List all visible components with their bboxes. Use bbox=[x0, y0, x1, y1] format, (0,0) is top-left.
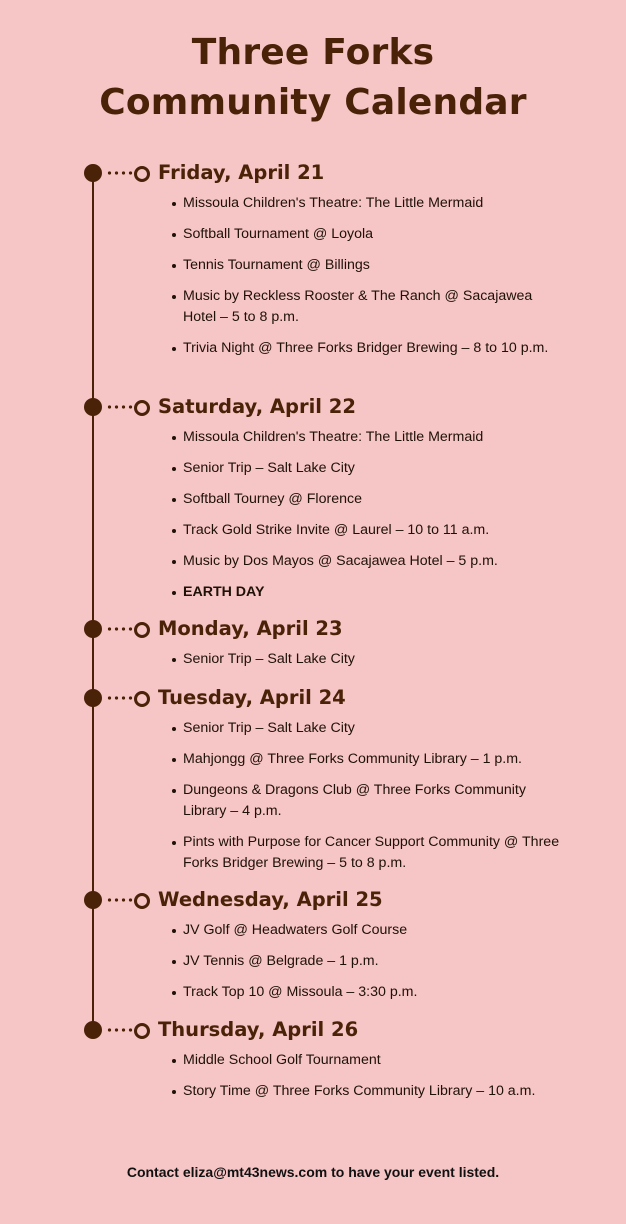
day-heading: Tuesday, April 24 bbox=[158, 686, 346, 709]
event-item: Dungeons & Dragons Club @ Three Forks Community Library – 4 p.m. bbox=[183, 780, 568, 822]
title-line-1: Three Forks bbox=[191, 32, 435, 73]
page-title bbox=[0, 28, 626, 128]
day-heading: Wednesday, April 25 bbox=[158, 888, 383, 911]
event-list bbox=[183, 649, 568, 680]
day-heading: Saturday, April 22 bbox=[158, 395, 356, 418]
event-list bbox=[183, 427, 568, 613]
day-heading: Monday, April 23 bbox=[158, 617, 343, 640]
event-item: Senior Trip – Salt Lake City bbox=[183, 458, 568, 479]
timeline-dot-icon bbox=[84, 891, 102, 909]
day-heading: Friday, April 21 bbox=[158, 161, 325, 184]
dotted-connector-icon bbox=[106, 627, 134, 631]
event-list bbox=[183, 193, 568, 369]
event-item: Track Top 10 @ Missoula – 3:30 p.m. bbox=[183, 982, 568, 1003]
timeline-dot-icon bbox=[84, 398, 102, 416]
event-item: Trivia Night @ Three Forks Bridger Brewing – 8 to 10 p.m. bbox=[183, 338, 568, 359]
event-item: Senior Trip – Salt Lake City bbox=[183, 649, 568, 670]
event-item: Missoula Children's Theatre: The Little Mermaid bbox=[183, 193, 568, 214]
dotted-connector-icon bbox=[106, 171, 134, 175]
timeline-dot-icon bbox=[84, 620, 102, 638]
title-line-2: Community Calendar bbox=[99, 82, 527, 123]
event-item: Middle School Golf Tournament bbox=[183, 1050, 568, 1071]
dotted-connector-icon bbox=[106, 1028, 134, 1032]
event-list bbox=[183, 1050, 568, 1112]
event-item: Softball Tournament @ Loyola bbox=[183, 224, 568, 245]
event-item-earth-day: EARTH DAY bbox=[183, 582, 568, 603]
event-item: Pints with Purpose for Cancer Support Community @ Three Forks Bridger Brewing – 5 to 8 p.m. bbox=[183, 832, 568, 874]
event-item: JV Golf @ Headwaters Golf Course bbox=[183, 920, 568, 941]
ring-marker-icon bbox=[134, 893, 150, 909]
dotted-connector-icon bbox=[106, 405, 134, 409]
day-heading: Thursday, April 26 bbox=[158, 1018, 359, 1041]
timeline-dot-icon bbox=[84, 1021, 102, 1039]
ring-marker-icon bbox=[134, 400, 150, 416]
ring-marker-icon bbox=[134, 1023, 150, 1039]
ring-marker-icon bbox=[134, 622, 150, 638]
footer-contact-note: Contact eliza@mt43news.com to have your event listed. bbox=[126, 1164, 500, 1180]
event-item: Story Time @ Three Forks Community Library – 10 a.m. bbox=[183, 1081, 568, 1102]
ring-marker-icon bbox=[134, 691, 150, 707]
event-item: JV Tennis @ Belgrade – 1 p.m. bbox=[183, 951, 568, 972]
event-item: Missoula Children's Theatre: The Little Mermaid bbox=[183, 427, 568, 448]
event-item: Softball Tourney @ Florence bbox=[183, 489, 568, 510]
dotted-connector-icon bbox=[106, 696, 134, 700]
timeline-dot-icon bbox=[84, 689, 102, 707]
ring-marker-icon bbox=[134, 166, 150, 182]
event-item: Mahjongg @ Three Forks Community Library – 1 p.m. bbox=[183, 749, 568, 770]
event-list bbox=[183, 718, 568, 884]
event-item: Music by Reckless Rooster & The Ranch @ Sacajawea Hotel – 5 to 8 p.m. bbox=[183, 286, 568, 328]
event-item: Track Gold Strike Invite @ Laurel – 10 to 11 a.m. bbox=[183, 520, 568, 541]
dotted-connector-icon bbox=[106, 898, 134, 902]
timeline-dot-icon bbox=[84, 164, 102, 182]
event-item: Tennis Tournament @ Billings bbox=[183, 255, 568, 276]
event-item: Senior Trip – Salt Lake City bbox=[183, 718, 568, 739]
event-list bbox=[183, 920, 568, 1013]
event-item: Music by Dos Mayos @ Sacajawea Hotel – 5 p.m. bbox=[183, 551, 568, 572]
